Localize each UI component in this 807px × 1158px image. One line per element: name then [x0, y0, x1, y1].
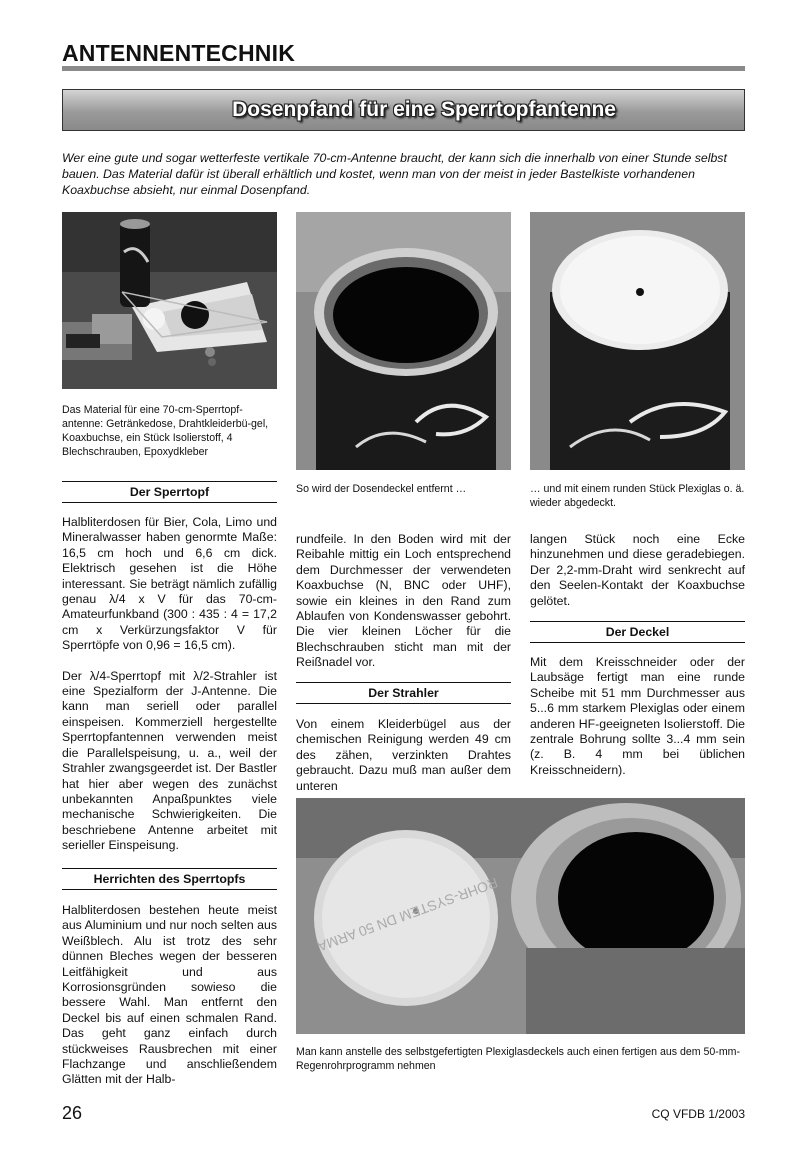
bottom-photo-caption: Man kann anstelle des selbstgefertigten Plexiglasdeckels auch einen fertigen aus dem 50-mm-Regenrohrprogramm nehmen: [296, 1046, 741, 1072]
lid-removed-caption: So wird der Dosendeckel entfernt …: [296, 483, 467, 495]
can-lid-removed-photo: [296, 212, 511, 470]
column-1-part-2: [62, 903, 277, 1103]
can-lid-removed-drawing: [296, 212, 511, 470]
paragraph: Mit dem Kreisschneider oder der Laubsäge fertigt man eine runde Scheibe mit 51 mm Durchmesser aus 5...6 mm starkem Plexiglas oder einem anderen HF-geeigneten Isolierstoff. Die zentrale Bohrung sollte 3...4 mm sein (z. B. 4 mm bei üblichen Kreisschneidern).: [530, 655, 745, 777]
subhead-sperrtopf: Der Sperrtopf: [62, 481, 277, 503]
can-plexi-cover-drawing: [530, 212, 745, 470]
journal-reference: CQ VFDB 1/2003: [651, 1107, 745, 1121]
materials-photo-drawing: [62, 212, 277, 389]
section-header: ANTENNENTECHNIK: [62, 40, 295, 66]
paragraph: Von einem Kleiderbügel aus der chemischen Reinigung werden 49 cm des zähen, verzinkten Drahtes gebraucht. Dazu muß man außer dem unteren: [296, 717, 511, 793]
column-3-part-1: [530, 532, 745, 624]
subhead-strahler: Der Strahler: [296, 682, 511, 704]
paragraph: Halbliterdosen bestehen heute meist aus Aluminium und nur noch selten aus Weißblech. Alu ist trotz des sehr dünnen Bleches wegen der besseren Leitfähigkeit und aus Korrosionsgründen sowieso die bessere Wahl. Man entfernt den Deckel bis auf einen schmalen Rand. Das geht ganz einfach durch stückweises Rausbrechen mit einer Flachzange und anschließendem Glätten mit der Halb-: [62, 903, 277, 1087]
cap-and-can-photo: [296, 798, 745, 1034]
paragraph: Halbliterdosen für Bier, Cola, Limo und Mineralwasser haben genormte Maße: 16,5 cm hoch und 6,6 cm dick. Elektrisch gesehen ist die Höhe interessant. Sie beträgt nämlich zufällig genau λ/4 x V für das 70-cm-Amateurfunkband (300 : 435 : 4 = 17,2 cm x Verkürzungsfaktor V für Sperrtöpfe von 0,96 = 16,5 cm).: [62, 515, 277, 653]
paragraph: langen Stück noch eine Ecke hinzunehmen und diese geradebiegen. Der 2,2-mm-Draht wird senkrecht auf den Seelen-Kontakt der Koaxbuchse gelötet.: [530, 532, 745, 608]
article-title-banner: [62, 89, 745, 131]
column-1-part-1: [62, 515, 277, 869]
header-rule: [62, 66, 745, 71]
article-title: Dosenpfand für eine Sperrtopfantenne: [232, 98, 616, 121]
lid-embossing: ROHR-SYSTEM DN 50 ARMA: [315, 874, 500, 955]
plexi-cover-caption: … und mit einem runden Stück Plexiglas o. ä. wieder abgedeckt.: [530, 483, 745, 509]
page-number: 26: [62, 1103, 83, 1123]
can-plexi-cover-photo: [530, 212, 745, 470]
subhead-deckel: Der Deckel: [530, 621, 745, 643]
column-2-part-1: [296, 532, 511, 686]
column-3-part-2: [530, 655, 745, 793]
materials-caption: Das Material für eine 70-cm-Sperrtopf-antenne: Getränkedose, Drahtkleiderbü-gel, Koaxbuchse, ein Stück Isolierstoff, 4 Blechschrauben, Epoxydkleber: [62, 404, 269, 458]
lead-paragraph: Wer eine gute und sogar wetterfeste vertikale 70-cm-Antenne braucht, der kann sich die innerhalb von einer Stunde selbst bauen. Das Material dafür ist überall erhältlich und kostet, wenn man von der meist in jeder Bastelkiste vorhandenen Koaxbuchse absieht, nur einmal Dosenpfand.: [62, 151, 727, 197]
subhead-herrichten: Herrichten des Sperrtopfs: [62, 868, 277, 890]
column-2-part-2: [296, 717, 511, 809]
cap-and-can-drawing: [296, 798, 745, 1034]
materials-photo: [62, 212, 277, 389]
paragraph: rundfeile. In den Boden wird mit der Reibahle mittig ein Loch entsprechend dem Durchmesser der verwendeten Koaxbuchse (N, BNC oder UHF), sowie ein kleines in den Rand zum Ablaufen von Kondenswasser gebohrt. Die vier kleinen Löcher für die Blechschrauben sticht man mit der Reißnadel vor.: [296, 532, 511, 670]
paragraph: Der λ/4-Sperrtopf mit λ/2-Strahler ist eine Spezialform der J-Antenne. Die kann man seriell oder parallel einspeisen. Kommerziell hergestellte Sperrtopfantennen verwenden meist die Parallelspeisung, u. a., weil der Strahler zwangsgeerdet ist. Der Bastler hat hier aber wegen des zunächst unbekannten Anpaßpunktes viele mechanische Schwierigkeiten. Die beschriebene Antenne arbeitet mit serieller Einspeisung.: [62, 668, 277, 853]
